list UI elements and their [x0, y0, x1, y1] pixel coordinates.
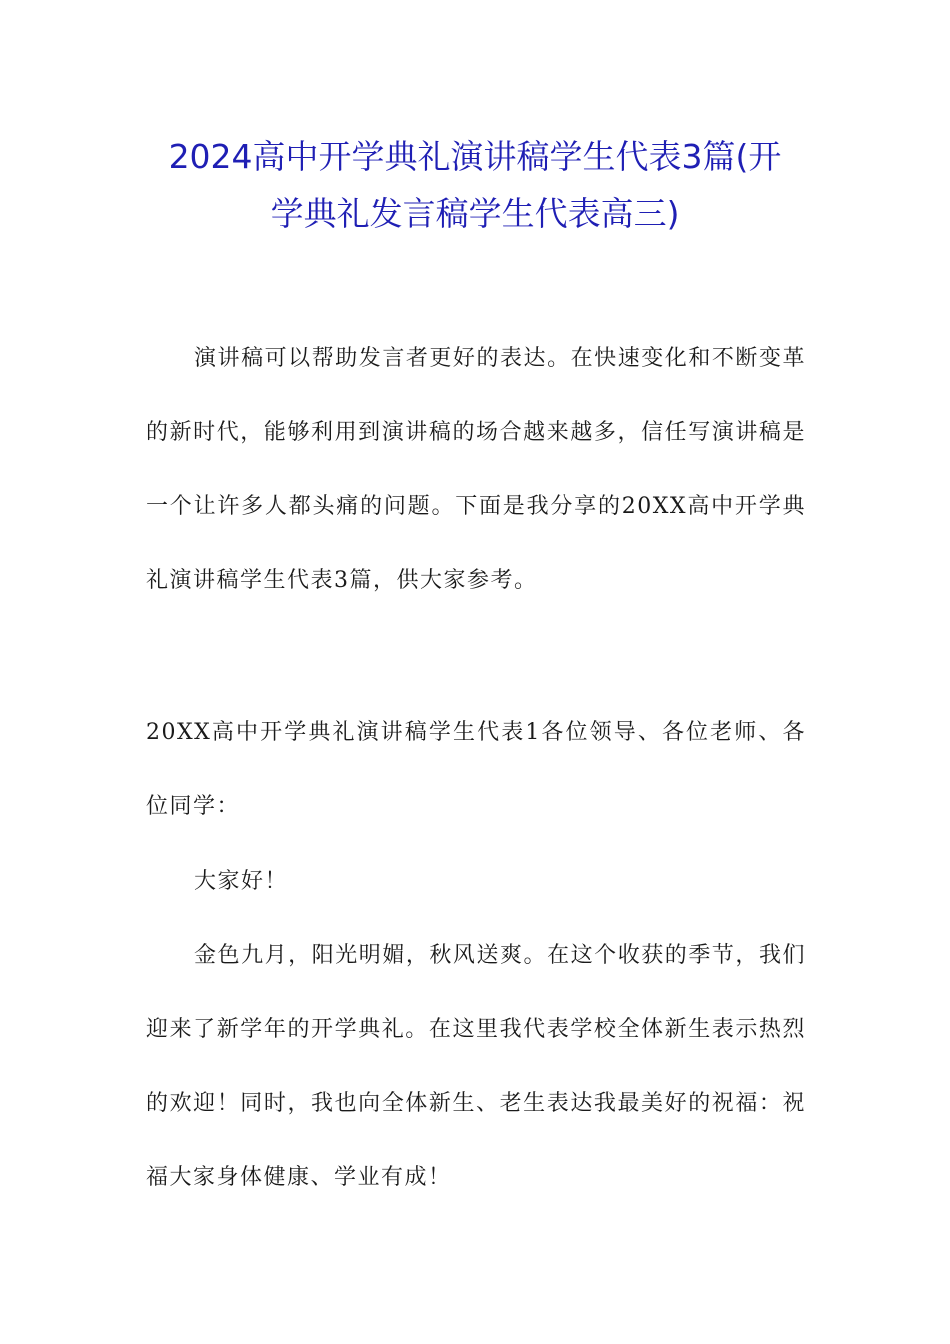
- title-line-1: 2024高中开学典礼演讲稿学生代表3篇(开: [168, 137, 782, 176]
- body-paragraph: 金色九月，阳光明媚，秋风送爽。在这个收获的季节，我们迎来了新学年的开学典礼。在这里我代表学校全体新生表示热烈的欢迎！同时，我也向全体新生、老生表达我最美好的祝福：祝福大家身体健康、学业有成！: [146, 943, 806, 1190]
- speech-heading-paragraph: 20XX高中开学典礼演讲稿学生代表1各位领导、各位老师、各位同学：: [146, 720, 806, 819]
- greeting-paragraph: 大家好！: [194, 869, 289, 894]
- intro-paragraph: 演讲稿可以帮助发言者更好的表达。在快速变化和不断变革的新时代，能够利用到演讲稿的场合越来越多，信任写演讲稿是一个让许多人都头痛的问题。下面是我分享的20XX高中开学典礼演讲稿学生代表3篇，供大家参考。: [146, 346, 806, 593]
- title-line-2: 学典礼发言稿学生代表高三): [270, 194, 680, 233]
- document-title: [100, 128, 850, 242]
